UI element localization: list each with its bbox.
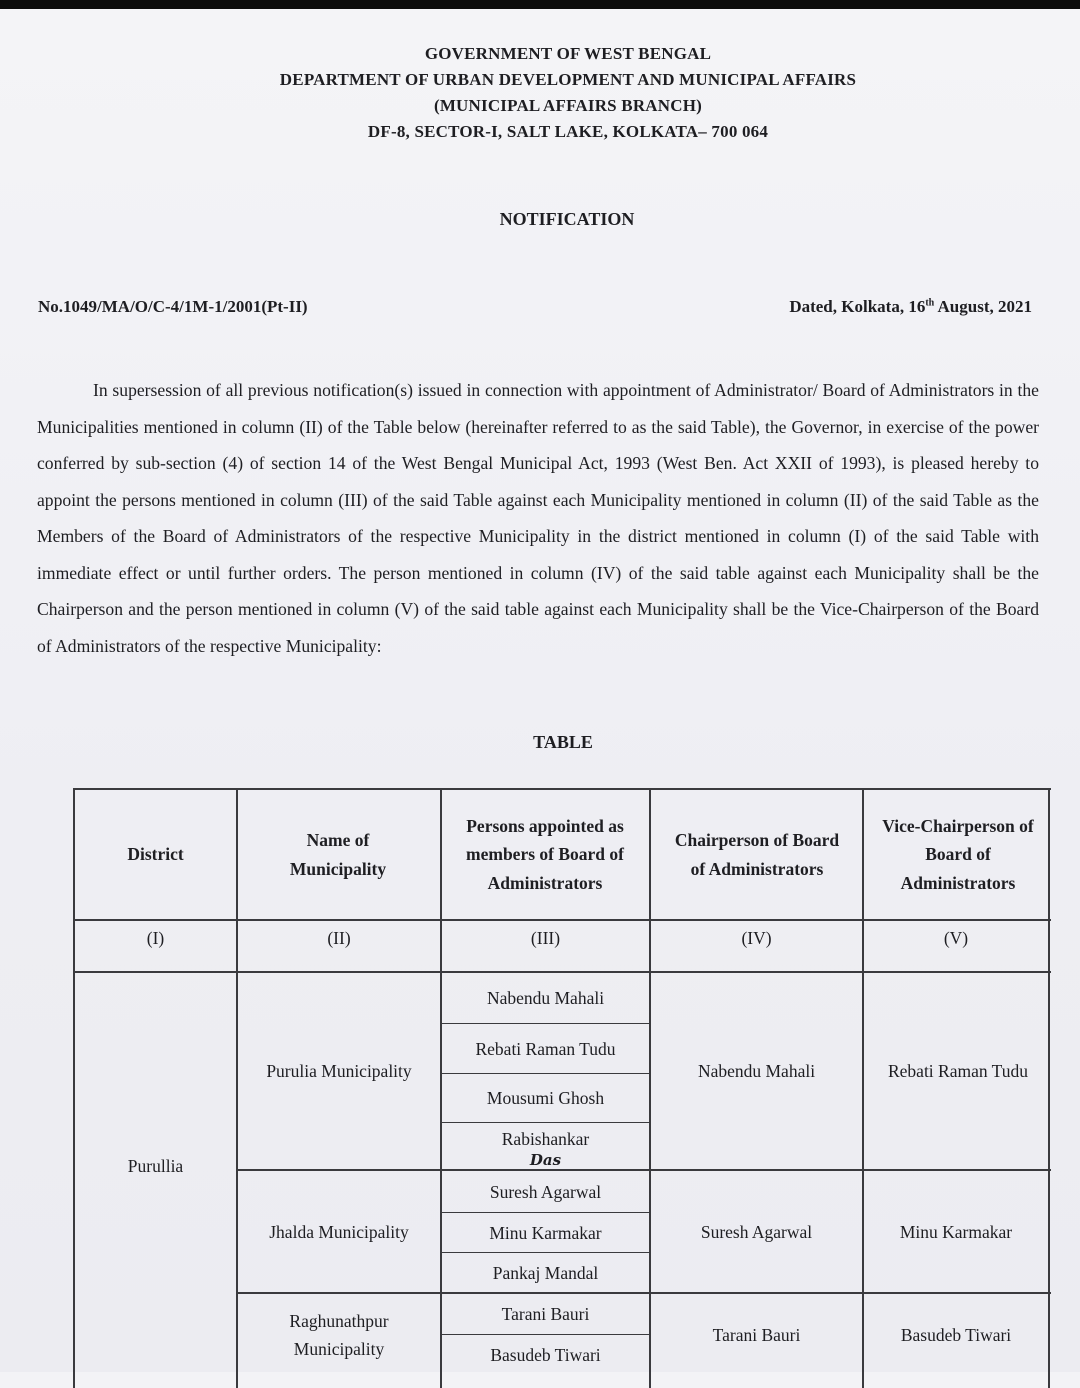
column-number-1: (I) — [146, 928, 165, 948]
header-members: Persons appointed as members of Board of Administrators — [466, 815, 624, 893]
member-name: Suresh Agarwal — [489, 1181, 602, 1202]
member-name: Mousumi Ghosh — [486, 1088, 605, 1108]
chairperson-name: Tarani Bauri — [712, 1325, 801, 1345]
document-page — [0, 9, 1080, 1372]
vice-chairperson-name: Basudeb Tiwari — [900, 1325, 1012, 1345]
notification-body: In supersession of all previous notification(s) issued in connection with appointment of Administrator/ Board of Administrators in the Municipalities mentioned in column (II) of the Table below (hereinafter referred to as the said Table), the Governor, in exercise of the power conferred by sub-section (4) of section 14 of the West Bengal Municipal Act, 1993 (West Ben. Act XXII of 1993), is pleased hereby to appoint the persons mentioned in column (III) of the said Table against each Municipality mentioned in column (II) of the said Table as the Members of the Board of Administrators of the respective Municipality in the district mentioned in column (I) of the said Table with immediate effect or until further orders. The person mentioned in column (IV) of the said table against each Municipality shall be the Chairperson and the person mentioned in column (V) of the said table against each Municipality shall be the Vice-Chairperson of the Board of Administrators of the respective Municipality: — [37, 380, 1039, 656]
member-name: Minu Karmakar — [489, 1222, 602, 1243]
member-cell-rabishankar — [442, 1123, 649, 1169]
date-rest: August, 2021 — [934, 297, 1032, 316]
header-district: District — [127, 844, 184, 865]
chairperson-name: Nabendu Mahali — [697, 1061, 816, 1081]
municipality-name: Jhalda Municipality — [269, 1221, 409, 1242]
table-border-right — [1048, 788, 1050, 1388]
date-prefix: Dated, Kolkata, 16 — [789, 297, 926, 316]
district-cell: Purullia — [127, 1155, 184, 1176]
table-title: TABLE — [533, 732, 593, 752]
member-name: Pankaj Mandal — [492, 1262, 599, 1283]
header-vice-chairperson: Vice-Chairperson of Board of Administrators — [882, 815, 1034, 893]
header-address: DF-8, SECTOR-I, SALT LAKE, KOLKATA– 700 064 — [367, 122, 769, 141]
header-branch: (MUNICIPAL AFFAIRS BRANCH) — [433, 96, 703, 115]
column-number-3: (III) — [530, 928, 561, 948]
header-department: DEPARTMENT OF URBAN DEVELOPMENT AND MUNICIPAL AFFAIRS — [279, 70, 857, 89]
top-edge-bar — [0, 0, 1080, 9]
vice-chairperson-name: Minu Karmakar — [899, 1221, 1013, 1242]
vice-chairperson-name: Rebati Raman Tudu — [887, 1061, 1028, 1081]
date-suffix: th — [925, 297, 935, 309]
member-name: Rebati Raman Tudu — [475, 1038, 616, 1059]
header-municipality: Name of Municipality — [289, 830, 387, 879]
chairperson-name: Suresh Agarwal — [700, 1221, 813, 1242]
municipality-name: Purulia Municipality — [266, 1061, 412, 1081]
member-name: Basudeb Tiwari — [490, 1345, 601, 1365]
member-name: Nabendu Mahali — [486, 988, 605, 1008]
member-name: Tarani Bauri — [501, 1304, 590, 1324]
column-number-2: (II) — [327, 928, 351, 948]
member-name: Rabishankar — [501, 1128, 590, 1149]
handwritten-surname: Das — [529, 1150, 562, 1169]
reference-number: No.1049/MA/O/C-4/1M-1/2001(Pt-II) — [38, 297, 308, 316]
column-number-5: (V) — [943, 928, 969, 948]
column-number-4: (IV) — [741, 928, 772, 948]
date-line — [789, 297, 1032, 317]
administrators-table — [73, 788, 1051, 1388]
notification-title: NOTIFICATION — [499, 209, 635, 229]
header-chairperson: Chairperson of Board of Administrators — [674, 830, 840, 879]
municipality-name: Raghunathpur Municipality — [289, 1311, 389, 1359]
header-government: GOVERNMENT OF WEST BENGAL — [424, 44, 712, 63]
